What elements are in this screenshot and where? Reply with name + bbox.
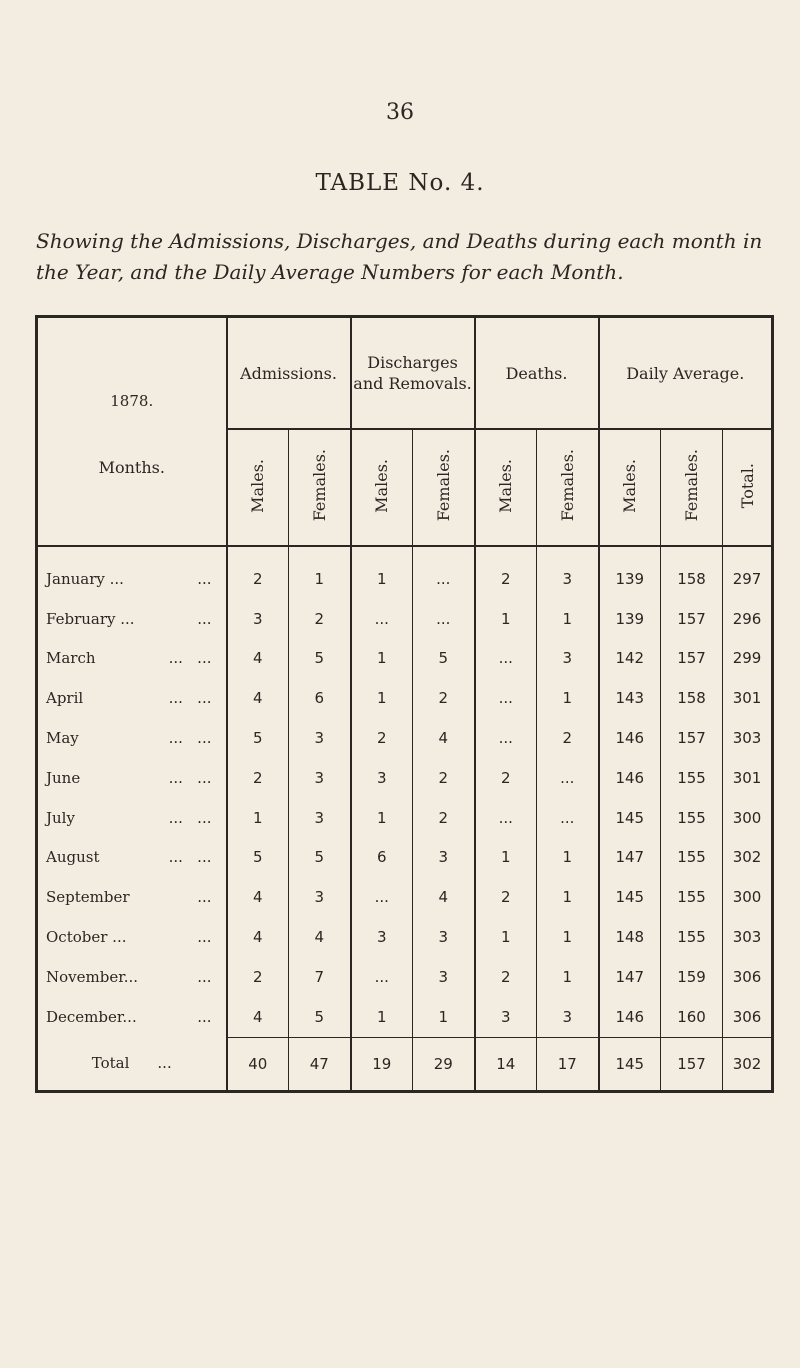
- value-cell-adm-m: 4: [227, 877, 289, 917]
- value-cell-dis-m: 1: [351, 997, 413, 1037]
- leader-dots: ... ...: [168, 729, 212, 748]
- year-label: 1878.: [110, 392, 154, 410]
- value-cell-dea-f: 1: [537, 877, 599, 917]
- total-cell-adm-m: 40: [227, 1037, 289, 1091]
- value-cell-adm-m: 3: [227, 599, 289, 639]
- value-cell-avg-t: 302: [723, 838, 773, 878]
- value-cell-avg-f: 155: [661, 877, 723, 917]
- value-cell-dis-f: 2: [413, 798, 475, 838]
- statistics-table: [35, 315, 774, 1093]
- value-cell-adm-f: 5: [289, 997, 351, 1037]
- page-number: 36: [386, 100, 414, 125]
- value-cell-avg-m: 147: [599, 957, 661, 997]
- value-cell-dea-f: 1: [537, 917, 599, 957]
- total-cell-dis-m: 19: [351, 1037, 413, 1091]
- deaths-header: Deaths.: [475, 317, 599, 430]
- month-label: February ...: [46, 609, 135, 628]
- value-cell-avg-t: 299: [723, 639, 773, 679]
- value-cell-avg-t: 306: [723, 997, 773, 1037]
- value-cell-adm-f: 3: [289, 758, 351, 798]
- value-cell-adm-m: 4: [227, 917, 289, 957]
- value-cell-dis-f: 3: [413, 957, 475, 997]
- value-cell-dea-m: ...: [475, 678, 537, 718]
- month-cell: [37, 877, 227, 917]
- total-cell-dea-f: 17: [537, 1037, 599, 1091]
- value-cell-avg-t: 301: [723, 678, 773, 718]
- value-cell-dea-f: 1: [537, 957, 599, 997]
- value-cell-adm-f: 3: [289, 877, 351, 917]
- table-row: [37, 838, 773, 878]
- leader-dots: ...: [197, 888, 212, 907]
- table-row: [37, 639, 773, 679]
- month-cell: [37, 599, 227, 639]
- month-cell: [37, 997, 227, 1037]
- table-row: [37, 917, 773, 957]
- month-cell: [37, 838, 227, 878]
- value-cell-avg-m: 139: [599, 559, 661, 599]
- value-cell-dis-m: ...: [351, 957, 413, 997]
- month-cell: [37, 798, 227, 838]
- leader-dots: ... ...: [168, 808, 212, 827]
- table-row: [37, 957, 773, 997]
- months-label: Months.: [98, 458, 165, 477]
- value-cell-avg-f: 159: [661, 957, 723, 997]
- discharges-males-header: Males.: [351, 429, 413, 546]
- month-cell: [37, 917, 227, 957]
- month-label: September: [46, 888, 130, 907]
- deaths-males-header: Males.: [475, 429, 537, 546]
- value-cell-adm-f: 7: [289, 957, 351, 997]
- value-cell-adm-m: 5: [227, 838, 289, 878]
- month-label: July: [46, 808, 75, 827]
- leader-dots: ...: [197, 569, 212, 588]
- value-cell-dis-f: 1: [413, 997, 475, 1037]
- value-cell-dis-f: 3: [413, 917, 475, 957]
- value-cell-adm-m: 5: [227, 718, 289, 758]
- value-cell-adm-m: 2: [227, 957, 289, 997]
- value-cell-avg-t: 297: [723, 559, 773, 599]
- value-cell-avg-m: 146: [599, 997, 661, 1037]
- value-cell-dea-f: ...: [537, 758, 599, 798]
- value-cell-dis-m: ...: [351, 877, 413, 917]
- table-caption: Showing the Admissions, Discharges, and Deaths during each month in the Year, and the Daily Average Numbers for each Month.: [36, 229, 763, 284]
- average-total-header: Total.: [723, 429, 773, 546]
- month-cell: [37, 718, 227, 758]
- total-cell-avg-m: 145: [599, 1037, 661, 1091]
- total-row: [37, 1037, 773, 1091]
- value-cell-avg-f: 155: [661, 798, 723, 838]
- value-cell-avg-f: 158: [661, 678, 723, 718]
- admissions-females-header: Females.: [289, 429, 351, 546]
- value-cell-avg-t: 306: [723, 957, 773, 997]
- value-cell-dis-m: 2: [351, 718, 413, 758]
- value-cell-dea-m: 2: [475, 559, 537, 599]
- value-cell-dis-m: 1: [351, 678, 413, 718]
- value-cell-avg-t: 301: [723, 758, 773, 798]
- month-cell: [37, 957, 227, 997]
- daily-average-header: Daily Average.: [599, 317, 773, 430]
- value-cell-dis-m: 1: [351, 639, 413, 679]
- table-row: [37, 559, 773, 599]
- value-cell-avg-m: 143: [599, 678, 661, 718]
- value-cell-dea-m: 2: [475, 758, 537, 798]
- month-label: August: [46, 848, 100, 867]
- value-cell-adm-m: 1: [227, 798, 289, 838]
- leader-dots: ...: [157, 1054, 172, 1073]
- table-row: [37, 758, 773, 798]
- value-cell-avg-m: 146: [599, 718, 661, 758]
- value-cell-dis-f: 4: [413, 877, 475, 917]
- average-males-header: Males.: [599, 429, 661, 546]
- value-cell-dea-m: ...: [475, 798, 537, 838]
- table-row: [37, 997, 773, 1037]
- value-cell-dis-f: 5: [413, 639, 475, 679]
- value-cell-avg-m: 147: [599, 838, 661, 878]
- value-cell-dea-f: 1: [537, 838, 599, 878]
- table-row: [37, 678, 773, 718]
- value-cell-avg-f: 160: [661, 997, 723, 1037]
- value-cell-adm-f: 3: [289, 718, 351, 758]
- value-cell-adm-f: 4: [289, 917, 351, 957]
- leader-dots: ... ...: [168, 649, 212, 668]
- leader-dots: ...: [197, 1007, 212, 1026]
- month-label: May: [46, 729, 79, 748]
- value-cell-dea-m: ...: [475, 718, 537, 758]
- value-cell-adm-f: 1: [289, 559, 351, 599]
- value-cell-avg-t: 303: [723, 718, 773, 758]
- value-cell-adm-m: 2: [227, 559, 289, 599]
- month-label: January ...: [46, 569, 124, 588]
- leader-dots: ...: [197, 609, 212, 628]
- month-label: March: [46, 649, 96, 668]
- leader-dots: ...: [197, 928, 212, 947]
- value-cell-dis-m: 1: [351, 559, 413, 599]
- value-cell-adm-f: 5: [289, 838, 351, 878]
- value-cell-dis-m: 1: [351, 798, 413, 838]
- admissions-males-header: Males.: [227, 429, 289, 546]
- month-cell: [37, 639, 227, 679]
- value-cell-dea-f: 3: [537, 997, 599, 1037]
- total-cell-adm-f: 47: [289, 1037, 351, 1091]
- table-title: TABLE No. 4.: [315, 170, 485, 196]
- table-row: [37, 798, 773, 838]
- value-cell-dea-m: 3: [475, 997, 537, 1037]
- leader-dots: ... ...: [168, 689, 212, 708]
- table-row: [37, 718, 773, 758]
- value-cell-adm-m: 4: [227, 678, 289, 718]
- value-cell-adm-f: 3: [289, 798, 351, 838]
- value-cell-adm-f: 5: [289, 639, 351, 679]
- value-cell-adm-f: 2: [289, 599, 351, 639]
- value-cell-avg-f: 155: [661, 838, 723, 878]
- table-row: [37, 877, 773, 917]
- value-cell-dea-f: 3: [537, 559, 599, 599]
- leader-dots: ...: [197, 967, 212, 986]
- leader-dots: ... ...: [168, 768, 212, 787]
- value-cell-dea-f: ...: [537, 798, 599, 838]
- leader-dots: ... ...: [168, 848, 212, 867]
- month-label: December...: [46, 1007, 137, 1026]
- month-label: April: [46, 689, 84, 708]
- value-cell-dea-m: 1: [475, 838, 537, 878]
- month-label: November...: [46, 967, 139, 986]
- value-cell-dis-f: 2: [413, 678, 475, 718]
- total-cell-avg-t: 302: [723, 1037, 773, 1091]
- value-cell-avg-f: 155: [661, 917, 723, 957]
- value-cell-adm-f: 6: [289, 678, 351, 718]
- value-cell-dea-f: 1: [537, 678, 599, 718]
- value-cell-avg-f: 157: [661, 599, 723, 639]
- value-cell-avg-t: 296: [723, 599, 773, 639]
- value-cell-adm-m: 4: [227, 997, 289, 1037]
- total-cell-avg-f: 157: [661, 1037, 723, 1091]
- value-cell-avg-m: 148: [599, 917, 661, 957]
- value-cell-dea-f: 3: [537, 639, 599, 679]
- value-cell-dea-m: 1: [475, 599, 537, 639]
- month-cell: [37, 678, 227, 718]
- value-cell-dea-f: 2: [537, 718, 599, 758]
- month-cell: [37, 559, 227, 599]
- value-cell-avg-t: 303: [723, 917, 773, 957]
- admissions-header: Admissions.: [227, 317, 351, 430]
- average-females-header: Females.: [661, 429, 723, 546]
- value-cell-avg-f: 157: [661, 718, 723, 758]
- discharges-header: Discharges and Removals.: [351, 317, 475, 430]
- total-label: Total: [91, 1054, 130, 1073]
- year-months-header: [37, 317, 227, 547]
- value-cell-avg-f: 157: [661, 639, 723, 679]
- total-cell-dea-m: 14: [475, 1037, 537, 1091]
- value-cell-avg-t: 300: [723, 798, 773, 838]
- total-cell-dis-f: 29: [413, 1037, 475, 1091]
- month-label: October ...: [46, 928, 127, 947]
- value-cell-dis-m: 3: [351, 758, 413, 798]
- value-cell-dis-f: 3: [413, 838, 475, 878]
- value-cell-avg-m: 145: [599, 877, 661, 917]
- value-cell-avg-m: 139: [599, 599, 661, 639]
- value-cell-dis-f: 4: [413, 718, 475, 758]
- value-cell-avg-f: 158: [661, 559, 723, 599]
- value-cell-dea-f: 1: [537, 599, 599, 639]
- value-cell-dea-m: 1: [475, 917, 537, 957]
- deaths-females-header: Females.: [537, 429, 599, 546]
- value-cell-dis-m: ...: [351, 599, 413, 639]
- value-cell-dis-f: ...: [413, 559, 475, 599]
- month-label: June: [46, 768, 81, 787]
- value-cell-avg-m: 142: [599, 639, 661, 679]
- month-cell: [37, 758, 227, 798]
- value-cell-dis-m: 6: [351, 838, 413, 878]
- value-cell-dis-m: 3: [351, 917, 413, 957]
- value-cell-adm-m: 2: [227, 758, 289, 798]
- value-cell-avg-m: 146: [599, 758, 661, 798]
- value-cell-avg-f: 155: [661, 758, 723, 798]
- value-cell-dea-m: ...: [475, 639, 537, 679]
- value-cell-dea-m: 2: [475, 957, 537, 997]
- value-cell-dis-f: 2: [413, 758, 475, 798]
- table-row: [37, 599, 773, 639]
- total-label-cell: [37, 1037, 227, 1091]
- value-cell-adm-m: 4: [227, 639, 289, 679]
- value-cell-dis-f: ...: [413, 599, 475, 639]
- value-cell-avg-t: 300: [723, 877, 773, 917]
- discharges-females-header: Females.: [413, 429, 475, 546]
- value-cell-avg-m: 145: [599, 798, 661, 838]
- value-cell-dea-m: 2: [475, 877, 537, 917]
